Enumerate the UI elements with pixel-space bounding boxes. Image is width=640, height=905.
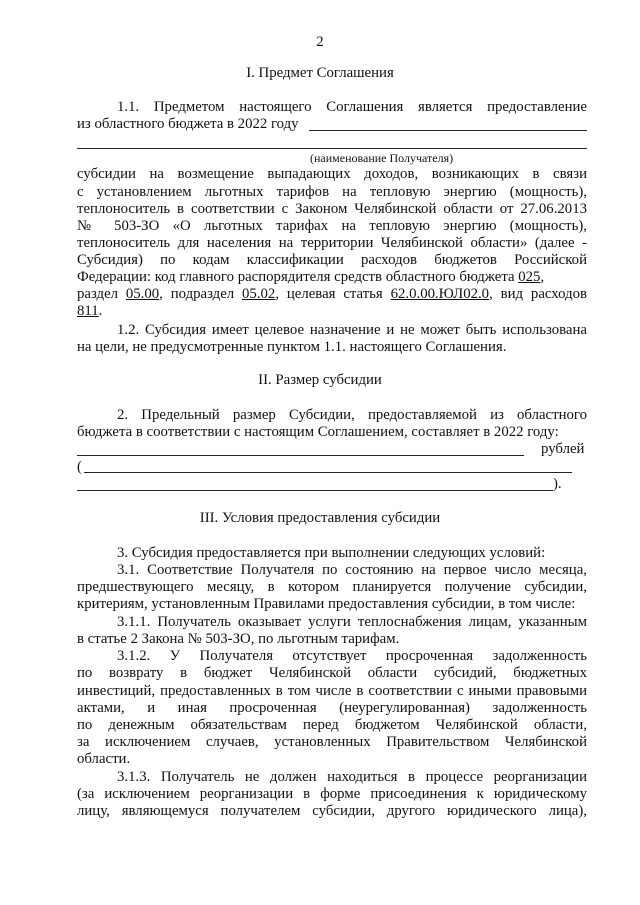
paragraph-3-1-3-line: лицу, являющемуся получателем субсидии, другого юридического лица),	[77, 803, 587, 819]
paragraph-3-1-2-line: по возврату в бюджет Челябинской области субсидий, бюджетных	[77, 665, 587, 681]
paragraph-1-1-line: субсидии на возмещение выпадающих доходов, возникающих в связи	[77, 166, 587, 182]
paragraph-3-1-line: 3.1. Соответствие Получателя по состоянию на первое число месяца,	[117, 562, 587, 578]
code-expense-type: 811	[77, 303, 99, 319]
paragraph-1-1-line: № 503-ЗО «О льготных тарифах на тепловую энергию (мощность),	[77, 218, 587, 234]
paragraph-3-1-2-line: 3.1.2. У Получателя отсутствует просроченная задолженность	[117, 648, 587, 664]
section-heading-1: I. Предмет Соглашения	[246, 65, 394, 81]
line-text: .	[98, 303, 103, 319]
paragraph-3-1-3-line: (за исключением реорганизации в форме присоединения к юридическому	[77, 786, 587, 802]
recipient-caption: (наименование Получателя)	[310, 151, 454, 165]
amount-blank-line	[77, 455, 524, 456]
paragraph-1-1-line	[77, 269, 587, 286]
paragraph-3-1-3-line: 3.1.3. Получатель не должен находиться в процессе реорганизации	[117, 769, 587, 785]
recipient-blank-line	[77, 148, 587, 149]
open-paren: (	[77, 459, 82, 475]
paragraph-3-1-2-line: по денежным обязательствам перед бюджетом Челябинской области,	[77, 717, 587, 733]
code-section: 05.00	[125, 286, 160, 302]
paragraph-3-1-1-line: в статье 2 Закона № 503-ЗО, по льготным тарифам.	[77, 631, 400, 647]
paragraph-3-1-2-line: актами, и иная просроченная (неурегулированная) задолженность	[77, 700, 587, 716]
amount-words-blank-line	[84, 472, 572, 473]
close-paren: ).	[553, 476, 562, 492]
paragraph-1-1-line: теплоноситель для населения на территории Челябинской области» (далее -	[77, 235, 587, 251]
code-target-article: 62.0.00.ЮЛ02.0	[390, 286, 490, 302]
paragraph-3-line: 3. Субсидия предоставляется при выполнении следующих условий:	[117, 545, 546, 561]
section-heading-3: III. Условия предоставления субсидии	[199, 510, 441, 526]
paragraph-3-1-2-line: области.	[77, 751, 131, 767]
section-heading-2: II. Размер субсидии	[258, 372, 382, 388]
line-text: раздел	[77, 286, 126, 302]
paragraph-1-1-line: теплоноситель в соответствии с Законом Челябинской области от 27.06.2013	[77, 201, 587, 217]
line-text: Федерации: код главного распорядителя средств областного бюджета	[77, 269, 519, 285]
amount-words-blank-line	[77, 490, 553, 491]
line-text: ,	[540, 269, 545, 285]
code-chief-administrator: 025	[518, 269, 541, 285]
paragraph-3-1-1-line: 3.1.1. Получатель оказывает услуги теплоснабжения лицам, указанным	[117, 614, 587, 630]
paragraph-1-1-line	[77, 286, 587, 303]
paragraph-1-2-line: на цели, не предусмотренные пунктом 1.1. настоящего Соглашения.	[77, 339, 507, 355]
paragraph-1-1-line: с установлением льготных тарифов на тепловую энергию (мощность),	[77, 184, 587, 200]
code-subsection: 05.02	[242, 286, 276, 302]
paragraph-1-1-line	[77, 303, 587, 320]
paragraph-3-1-2-line: инвестиций, предоставленных в том числе в соответствии с иными правовыми	[77, 683, 587, 699]
paragraph-2-line: 2. Предельный размер Субсидии, предоставляемой из областного	[117, 407, 587, 423]
paragraph-1-1-line: 1.1. Предметом настоящего Соглашения является предоставление	[117, 99, 587, 115]
page-number: 2	[316, 34, 324, 50]
paragraph-1-2-line: 1.2. Субсидия имеет целевое назначение и не может быть использована	[117, 322, 587, 338]
line-text: , подраздел	[159, 286, 243, 302]
paragraph-1-1-line: Субсидия) по кодам классификации расходов бюджетов Российской	[77, 252, 587, 268]
currency-label: рублей	[541, 441, 585, 457]
paragraph-3-1-line: критериям, установленным Правилами предоставления субсидии, в том числе:	[77, 596, 576, 612]
line-text: , целевая статья	[275, 286, 391, 302]
paragraph-2-line: бюджета в соответствии с настоящим Соглашением, составляет в 2022 году:	[77, 424, 559, 440]
paragraph-1-1-line: из областного бюджета в 2022 году	[77, 116, 299, 132]
paragraph-3-1-2-line: за исключением случаев, установленных Правительством Челябинской	[77, 734, 587, 750]
recipient-blank-line	[309, 130, 587, 131]
paragraph-3-1-line: предшествующего месяцу, в котором планируется получение субсидии,	[77, 579, 587, 595]
line-text: , вид расходов	[489, 286, 587, 302]
